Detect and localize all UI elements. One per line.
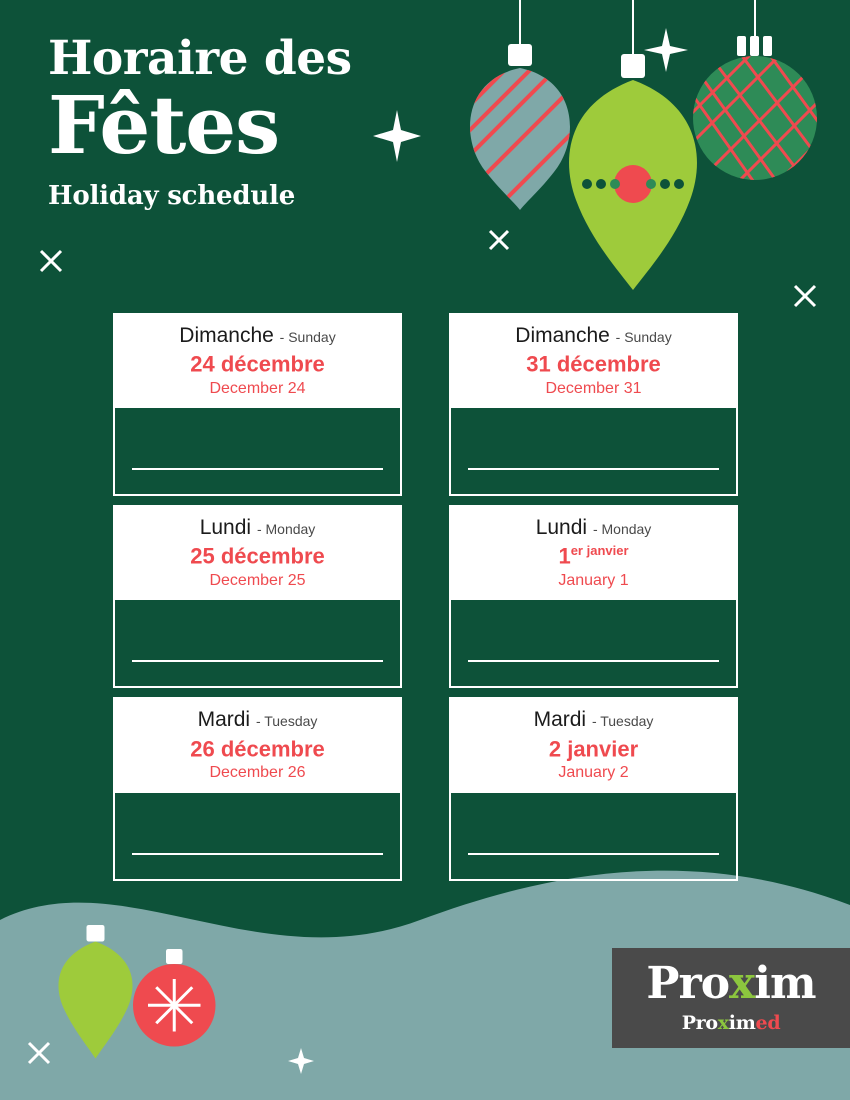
day-line [461,516,726,539]
hours-write-area[interactable] [115,600,400,686]
schedule-card[interactable] [113,697,402,880]
day-name-fr: Mardi [197,708,251,732]
date-en: December 25 [209,571,306,589]
hours-write-area[interactable] [115,408,400,494]
card-header [451,699,736,792]
card-row [113,313,738,496]
write-line [468,853,719,855]
day-line [125,708,390,731]
star-sparkle-bottom [286,1046,316,1076]
day-name-en: - Tuesday [255,713,318,730]
hours-write-area[interactable] [451,600,736,686]
schedule-card[interactable] [449,697,738,880]
proxim-logo [612,948,850,1048]
poster-header [48,31,352,212]
day-line [125,516,390,539]
date-fr: 25 décembre [190,543,325,569]
day-line [125,324,390,347]
subtitle: Holiday schedule [48,181,296,212]
day-name-en: - Sunday [279,329,336,345]
day-name-en: - Monday [256,521,316,538]
day-name-fr: Mardi [533,708,587,732]
schedule-card[interactable] [113,505,402,688]
schedule-card[interactable] [113,313,402,496]
card-header [451,507,736,600]
write-line [132,853,383,855]
date-en: January 1 [558,571,629,589]
date-en: January 2 [558,764,629,782]
hours-write-area[interactable] [115,793,400,879]
write-line [132,468,383,470]
logo-subbrand: Proximed [681,1012,781,1034]
hours-write-area[interactable] [451,793,736,879]
day-name-fr: Lundi [535,516,588,540]
date-en: December 24 [209,379,306,397]
schedule-card[interactable] [449,505,738,688]
card-row [113,505,738,688]
logo-ed: ed [755,1012,781,1034]
date-fr: $1^{er janvier}$ [558,543,629,569]
date-fr: 2 janvier [548,735,639,761]
write-line [468,468,719,470]
day-name-fr: Dimanche [515,324,610,347]
card-row [113,697,738,880]
card-header [115,315,400,408]
cross-sparkle-right [792,283,818,309]
write-line [468,660,719,662]
day-line [461,324,726,347]
card-header [115,507,400,600]
day-name-en: - Sunday [615,329,672,345]
day-line [461,708,726,731]
cross-sparkle-bottom-left [26,1040,52,1066]
logo-x-mark: x [729,958,755,1009]
day-name-fr: Lundi [199,516,252,540]
date-fr: 24 décembre [190,351,325,377]
title-line-2: Fêtes [48,78,280,173]
schedule-grid [113,313,738,890]
day-name-en: - Tuesday [591,713,654,730]
schedule-card[interactable] [449,313,738,496]
card-header [451,315,736,408]
hours-write-area[interactable] [451,408,736,494]
title-line-1: Horaire des [48,31,352,86]
day-name-fr: Dimanche [179,324,274,347]
cross-sparkle-center [487,228,511,252]
date-en: December 26 [209,764,306,782]
cross-sparkle-left-top [38,248,64,274]
date-fr: 31 décembre [526,351,661,377]
day-name-en: - Monday [592,521,652,538]
date-en: December 31 [545,379,642,397]
card-header [115,699,400,792]
logo-wordmark: Proxim [646,958,816,1009]
logo-sub-x-mark: x [717,1012,729,1034]
write-line [132,660,383,662]
date-fr: 26 décembre [190,735,325,761]
